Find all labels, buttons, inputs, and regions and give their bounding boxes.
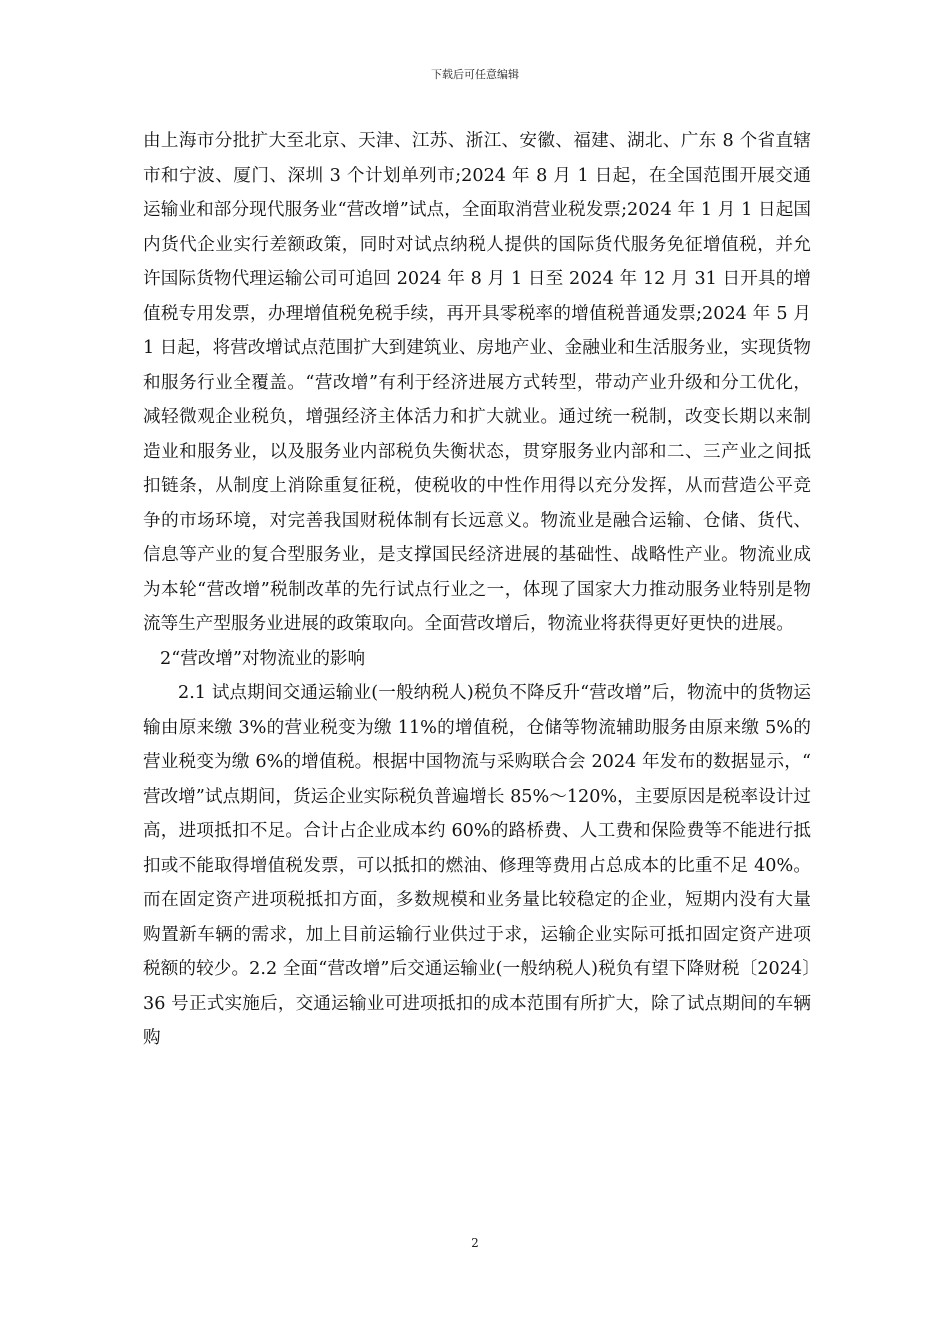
document-body <box>143 124 811 1056</box>
section-heading: 2“营改增”对物流业的影响 <box>160 648 366 669</box>
body-paragraph-1: 由上海市分批扩大至北京、天津、江苏、浙江、安徽、福建、湖北、广东 8 个省直辖市和宁波、厦门、深圳 3 个计划单列市;2024 年 8 月 1 日起，在全国范围开展交通运输业和部分现代服务业“营改增”试点，全面取消营业税发票;2024 年 1 月 1 日起国内货代企业实行差额政策，同时对试点纳税人提供的国际货代服务免征增值税，并允许国际货物代理运输公司可追回 2024 年 8 月 1 日至 2024 年 12 月 31 日开具的增值税专用发票，办理增值税免税手续，再开具零税率的增值税普通发票;2024 年 5 月 1 日起，将营改增试点范围扩大到建筑业、房地产业、金融业和生活服务业，实现货物和服务行业全覆盖。“营改增”有利于经济进展方式转型，带动产业升级和分工优化，减轻微观企业税负，增强经济主体活力和扩大就业。通过统一税制，改变长期以来制造业和服务业，以及服务业内部税负失衡状态，贯穿服务业内部和二、三产业之间抵扣链条，从制度上消除重复征税，使税收的中性作用得以充分发挥，从而营造公平竞争的市场环境，对完善我国财税体制有长远意义。物流业是融合运输、仓储、货代、信息等产业的复合型服务业，是支撑国民经济进展的基础性、战略性产业。物流业成为本轮“营改增”税制改革的先行试点行业之一，体现了国家大力推动服务业特别是物流等生产型服务业进展的政策取向。全面营改增后，物流业将获得更好更快的进展。 <box>143 131 811 634</box>
page-number: 2 <box>471 1236 479 1250</box>
page-header-note: 下载后可任意编辑 <box>431 68 519 81</box>
body-paragraph-2: 2.1 试点期间交通运输业(一般纳税人)税负不降反升“营改增”后，物流中的货物运输由原来缴 3%的营业税变为缴 11%的增值税，仓储等物流辅助服务由原来缴 5%的营业税变为缴 6%的增值税。根据中国物流与采购联合会 2024 年发布的数据显示，“营改增”试点期间，货运企业实际税负普遍增长 85%～120%，主要原因是税率设计过高，进项抵扣不足。合计占企业成本约 60%的路桥费、人工费和保险费等不能进行抵扣或不能取得增值税发票，可以抵扣的燃油、修理等费用占总成本的比重不足 40%。而在固定资产进项税抵扣方面，多数规模和业务量比较稳定的企业，短期内没有大量购置新车辆的需求，加上目前运输行业供过于求，运输企业实际可抵扣固定资产进项税额的较少。2.2 全面“营改增”后交通运输业(一般纳税人)税负有望下降财税〔2024〕36 号正式实施后，交通运输业可进项抵扣的成本范围有所扩大，除了试点期间的车辆购 <box>143 683 811 1048</box>
